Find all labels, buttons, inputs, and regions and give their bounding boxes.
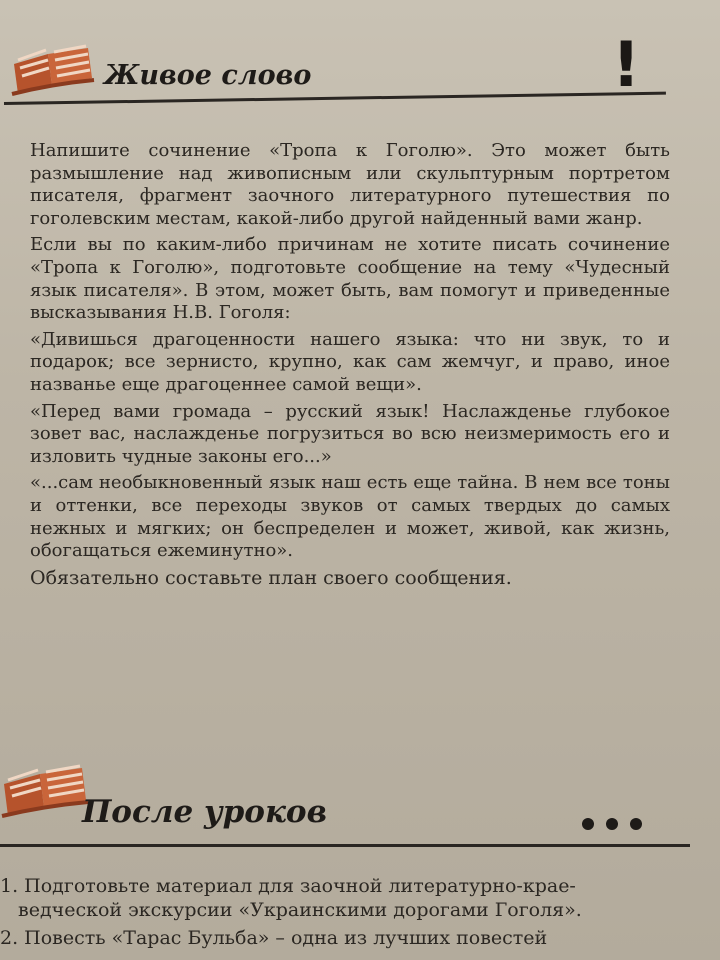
open-book-icon — [8, 34, 96, 100]
paragraph: Напишите сочинение «Тропа к Гоголю». Это может быть размышление над живописным или скульптурным портретом писателя, фрагмент заочного литературного путешествия по гоголевским местам, какой-либо другой найденный вами жанр. — [30, 140, 670, 229]
dot — [606, 818, 618, 830]
gogol-quote: «Перед вами громада – русский язык! Наслажденье глубокое зовет вас, наслажденье погрузиться во всю неизмеримость его и изловить чудные законы его...» — [30, 400, 670, 467]
task-item-2-partial: 2. Повесть «Тарас Бульба» – одна из лучших повестей — [0, 927, 548, 949]
ellipsis-dots-icon — [582, 818, 642, 830]
dot — [582, 818, 594, 830]
paragraph: Если вы по каким-либо причинам не хотите писать сочинение «Тропа к Гоголю», подготовьте сообщение на тему «Чудесный язык писателя». В этом, может быть, вам помогут и приведенные высказывания Н.В. Гоголя: — [30, 234, 670, 324]
task-item-1-line-1: 1. Подготовьте материал для заочной литературно-крае- — [0, 875, 576, 897]
exclamation-mark: ! — [612, 28, 641, 101]
task-item-1-line-2: ведческой экскурсии «Украинскими дорогами Гоголя». — [18, 899, 582, 921]
section-title: После уроков — [82, 794, 327, 830]
open-book-icon — [0, 754, 90, 822]
header-underline — [4, 92, 666, 105]
closing-instruction: Обязательно составьте план своего сообщения. — [30, 566, 512, 589]
header-underline — [0, 844, 690, 847]
section-header-posle-urokov — [0, 740, 720, 850]
dot — [630, 818, 642, 830]
section-header-zhivoe-slovo — [0, 20, 720, 120]
task-list — [0, 874, 690, 950]
section-title: Живое слово — [104, 60, 312, 91]
gogol-quote: «Дивишься драгоценности нашего языка: что ни звук, то и подарок; все зернисто, крупно, как сам жемчуг, и право, иное названье еще драгоценнее самой вещи». — [30, 328, 670, 395]
assignment-text — [30, 140, 670, 593]
gogol-quote: «...сам необыкновенный язык наш есть еще тайна. В нем все тоны и оттенки, все переходы звуков от самых твердых до самых нежных и мягких; он беспределен и может, живой, как жизнь, обогащаться ежеминутно». — [30, 472, 670, 562]
